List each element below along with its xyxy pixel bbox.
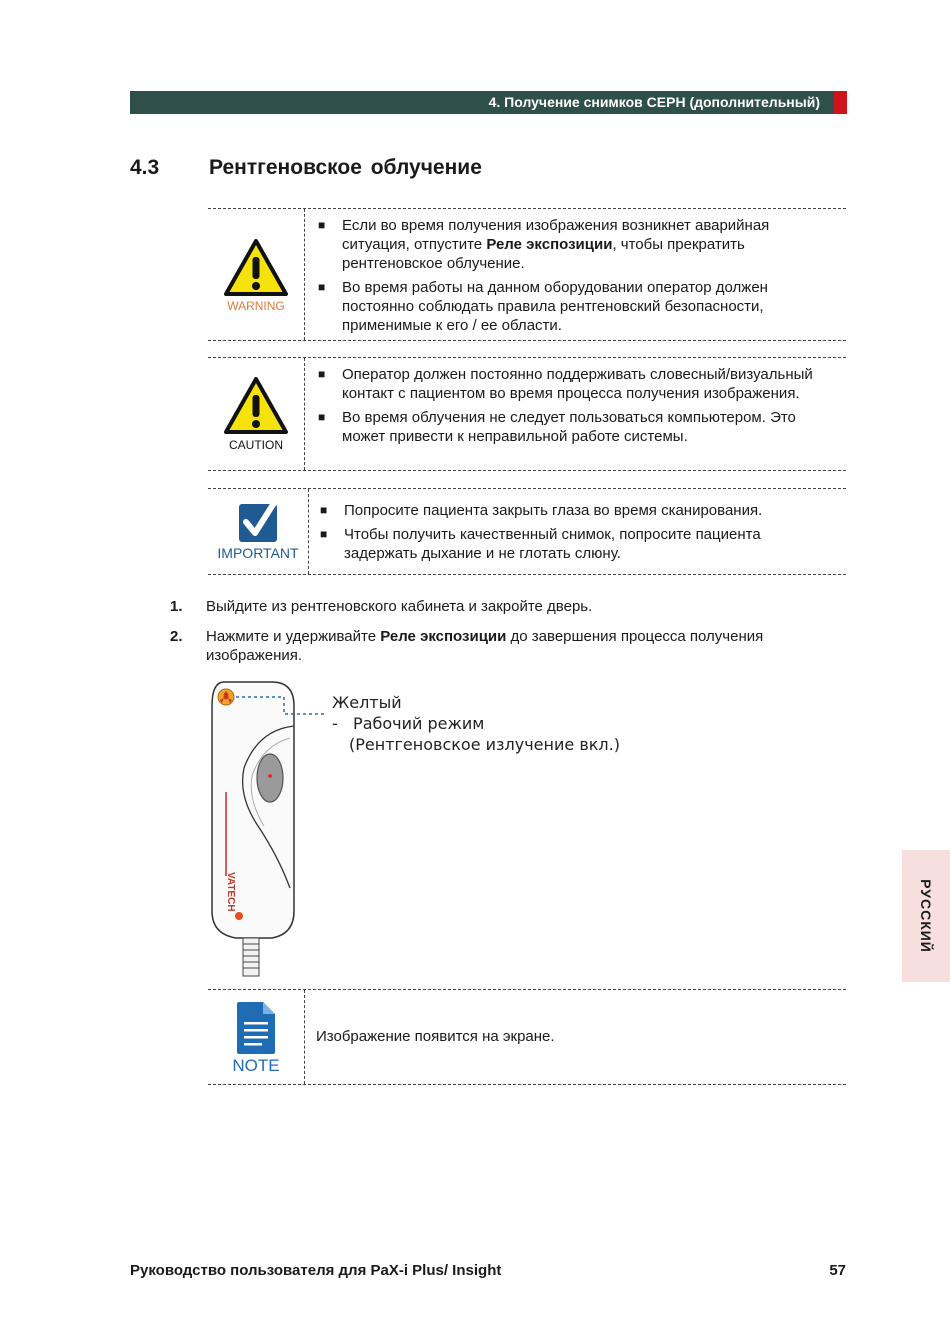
indicator-lamp-icon	[218, 689, 234, 705]
callout-dash: -	[332, 714, 338, 733]
list-item: ■ Во время облучения не следует пользоваться компьютером. Это может привести к неправильной работе системы.	[318, 409, 796, 445]
warning-list	[318, 216, 838, 340]
step-text: Выйдите из рентгеновского кабинета и закройте дверь.	[206, 598, 593, 615]
step-number: 2.	[170, 628, 183, 645]
section-number: 4.3	[130, 156, 160, 179]
cable-strain-relief	[243, 938, 259, 976]
language-tab-label: РУССКИЙ	[918, 879, 934, 953]
list-item: ■ Чтобы получить качественный снимок, попросите пациента задержать дыхание и не глотать слюну.	[320, 526, 761, 562]
note-label: NOTE	[232, 1056, 280, 1075]
note-text: Изображение появится на экране.	[316, 1028, 555, 1045]
warning-box	[208, 208, 846, 341]
exposure-switch-illustration	[200, 676, 340, 978]
important-icon-cell	[208, 489, 309, 574]
checkbox-icon	[238, 501, 278, 543]
bullet: ■	[320, 503, 328, 517]
caution-label: CAUTION	[229, 438, 283, 452]
step-number: 1.	[170, 598, 183, 615]
important-list	[320, 501, 838, 568]
callout-mode-row	[332, 713, 620, 734]
list-item: ■ Если во время получения изображения возникнет аварийная ситуация, отпустите Реле экспозиции, чтобы прекратить рентгеновское облучение.	[318, 217, 770, 272]
exposure-callout	[332, 692, 620, 755]
caution-box	[208, 357, 846, 471]
chapter-header-accent	[834, 91, 847, 114]
important-label: IMPORTANT	[217, 545, 299, 561]
note-icon-cell	[208, 990, 305, 1084]
caution-icon	[223, 376, 289, 436]
hand-switch-body	[212, 682, 294, 938]
exposure-button	[257, 754, 283, 802]
brand-logo-dot	[235, 912, 243, 920]
caution-list	[318, 365, 838, 451]
step-text: Нажмите и удерживайте Реле экспозиции до завершения процесса получения изображения.	[206, 628, 764, 664]
document-icon	[235, 1000, 277, 1056]
language-tab	[902, 850, 950, 982]
bullet: ■	[318, 367, 326, 381]
list-item: ■ Попросите пациента закрыть глаза во время сканирования.	[320, 502, 763, 519]
bullet: ■	[318, 218, 326, 232]
bullet: ■	[318, 410, 326, 424]
warning-label: WARNING	[227, 299, 285, 313]
section-title: Рентгеновское облучение	[209, 156, 482, 179]
list-item: ■ Оператор должен постоянно поддерживать словесный/визуальный контакт с пациентом во время процесса получения изображения.	[318, 366, 813, 402]
chapter-header-title: 4. Получение снимков CEPH (дополнительный)	[488, 94, 820, 110]
footer-title: Руководство пользователя для PaX-i Plus/ Insight	[130, 1262, 502, 1279]
list-item: ■ Во время работы на данном оборудовании оператор должен постоянно соблюдать правила рентгеновский безопасности, применимые к его / ее области.	[318, 279, 768, 334]
bullet: ■	[318, 280, 326, 294]
bullet: ■	[320, 527, 328, 541]
callout-detail: (Рентгеновское излучение вкл.)	[349, 735, 620, 754]
warning-icon-cell	[208, 209, 305, 340]
warning-icon	[223, 238, 289, 298]
callout-color: Желтый	[332, 693, 402, 712]
caution-icon-cell	[208, 358, 305, 470]
callout-mode: Рабочий режим	[353, 714, 485, 733]
important-box	[208, 488, 846, 575]
note-box	[208, 989, 846, 1085]
brand-logo-text: VATECH	[225, 872, 236, 912]
page-number: 57	[829, 1262, 846, 1279]
